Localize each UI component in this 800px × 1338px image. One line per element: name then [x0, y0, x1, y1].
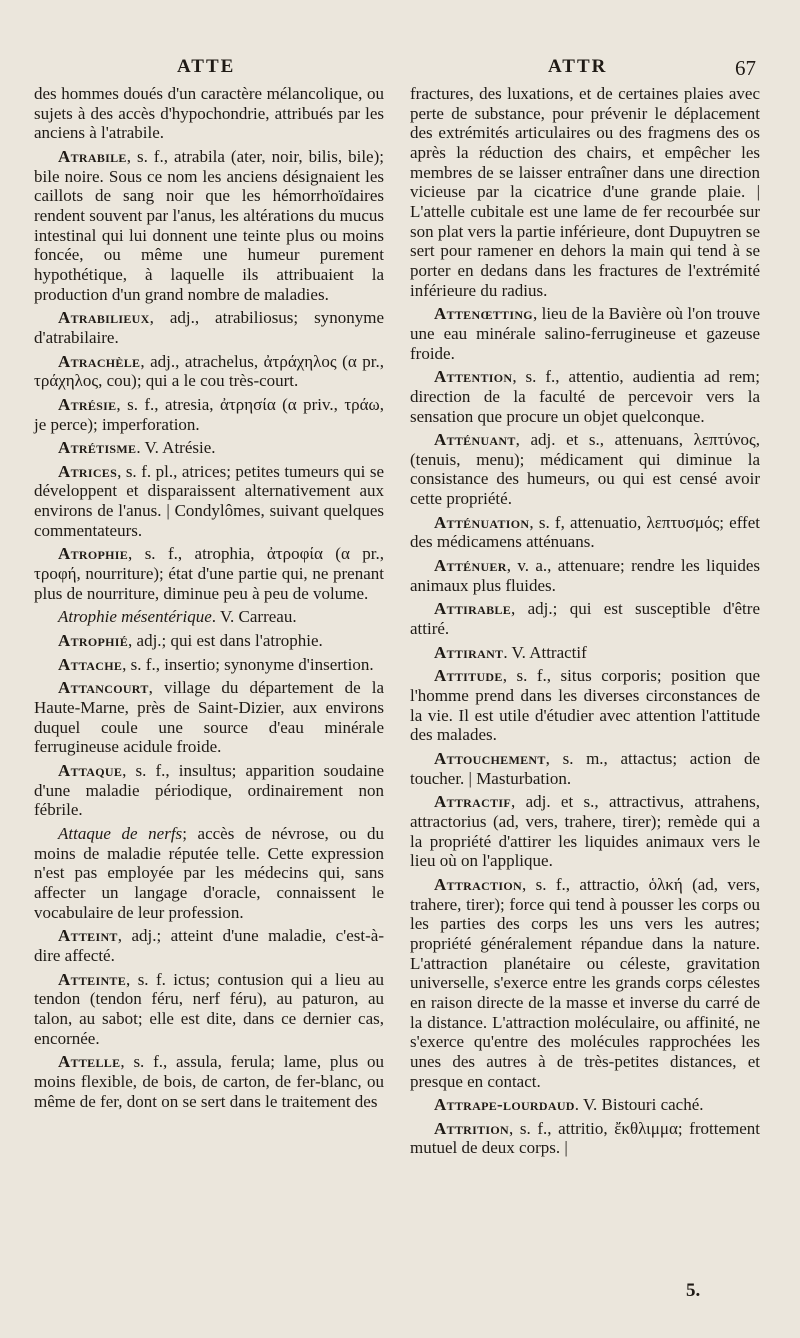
entry-definition: fractures, des luxations, et de certaines plaies avec perte de substance, pour prévenir le déplacement des extrémités articulaires ou des fragmens des os après la réduction des chairs, et empêcher les membres de se laisser entraîner dans une direction vicieuse par la cicatrice d'une grande plaie. | L'attelle cubitale est une lame de fer recourbée sur son plat vers la partie inférieure, dont Dupuytren se sert pour ramener en dehors la main qui tend à se porter en dedans dans les fractures de l'extrémité inférieure du radius. [410, 84, 760, 300]
dictionary-entry [410, 1119, 760, 1158]
entry-headword: Atrophie [58, 544, 129, 564]
dictionary-entry [410, 367, 760, 426]
entry-headword: Atrésie [58, 394, 117, 414]
entry-definition: , s. f., atrabila (ater, noir, bilis, bile); bile noire. Sous ce nom les anciens désignaient les caillots de sang noir que les hémorrhoïdaires rendent souvent par l'anus, les altérations du mucus intestinal qui lui donnent une teinte plus ou moins foncée, ou même une humeur purement hypothétique, à laquelle ils attribuaient la production d'un grand nombre de maladies. [34, 146, 384, 304]
entry-headword: Atrophié [58, 631, 129, 651]
entry-definition: , adj.; qui est dans l'atrophie. [128, 631, 323, 651]
dictionary-entry [410, 556, 760, 595]
entry-headword: Attention [434, 367, 513, 387]
entry-headword: Attrition [434, 1118, 509, 1138]
entry-definition: , s. f., atrophia, ἀτροφία (α pr., τροφή, nourriture); état d'une partie qui, ne prenant plus de nourriture, diminue peu à peu de volume. [34, 544, 384, 603]
dictionary-entry [410, 304, 760, 363]
entry-definition: , s. f., attractio, ὁλκή (ad, vers, trahere, tirer); force qui tend à pousser les corps ou les parties des corps les uns vers les autres; propriété généralement répandue dans la nature. L'attraction planétaire ou céleste, gravitation universelle, s'exerce entre les grands corps célestes en raison directe de la masse et inverse du carré de la distance. L'attraction moléculaire, ou affinité, ne s'exerce qu'entre des molécules rapprochées les unes des autres à de très-petites distances, et presque en contact. [410, 874, 760, 1091]
dictionary-entry [34, 631, 384, 651]
running-head-right: ATTR [548, 56, 608, 77]
entry-definition: , s. f. ictus; contusion qui a lieu au tendon (tendon féru, nerf féru), au paturon, au talon, au sabot; elle est dite, dans ce dernier cas, encornée. [34, 969, 384, 1048]
dictionary-entry [34, 308, 384, 347]
entry-definition: . V. Carreau. [211, 607, 297, 627]
entry-phrase: Attaque de nerfs [58, 823, 183, 843]
dictionary-entry [34, 438, 384, 458]
dictionary-entry [410, 84, 760, 300]
entry-definition: , s. f., assula, ferula; lame, plus ou moins flexible, de bois, de carton, de fer-blanc, ou même de fer, dont on se sert dans le traitement des [34, 1052, 384, 1111]
entry-headword: Attirant [434, 642, 504, 662]
entry-definition: . V. Bistouri caché. [574, 1095, 704, 1115]
dictionary-entry [34, 607, 384, 627]
entry-headword: Attouchement [434, 749, 546, 768]
entry-definition: , s. f., attritio, ἔκθλιμμα; frottement mutuel de deux corps. | [410, 1118, 760, 1158]
dictionary-entry [34, 352, 384, 391]
page-number: 67 [735, 56, 756, 80]
dictionary-entry [34, 544, 384, 603]
entry-definition: , village du département de la Haute-Marne, près de Saint-Dizier, aux environs duquel coule une source d'eau minérale ferrugineuse acidule froide. [34, 678, 384, 757]
dictionary-entry [34, 970, 384, 1049]
dictionary-entry [34, 84, 384, 143]
running-head-left: ATTE [177, 56, 236, 77]
entry-definition: , adj. et s., attractivus, attrahens, attractorius (ad, vers, trahere, tirer); remède qui a la propriété d'attirer les liquides animaux vers le lieu où on l'applique. [410, 792, 760, 871]
entry-headword: Attirable [434, 599, 511, 619]
entry-definition: , adj., atrabiliosus; synonyme d'atrabilaire. [34, 308, 384, 347]
dictionary-entry [34, 147, 384, 304]
right-column [410, 84, 760, 1162]
entry-definition: , s. f., insultus; apparition soudaine d'une maladie périodique, ordinairement non fébrile. [34, 761, 384, 820]
entry-headword: Attaque [58, 761, 123, 780]
entry-headword: Atténuant [434, 430, 516, 450]
entry-definition: , adj. et s., attenuans, λεπτύνος, (tenuis, menu); médicament qui diminue la consistance des humeurs, ou qui est censé avoir cette propriété. [410, 430, 760, 509]
entry-headword: Attancourt [58, 678, 149, 698]
entry-headword: Atrétisme [58, 438, 137, 458]
entry-headword: Atrabilieux [58, 308, 150, 328]
dictionary-entry [34, 655, 384, 675]
entry-headword: Atténuation [434, 512, 530, 532]
entry-headword: Attenœtting [434, 304, 533, 324]
entry-headword: Atrices [58, 461, 118, 481]
entry-headword: Atteint [58, 926, 118, 946]
entry-headword: Attache [58, 654, 123, 674]
entry-definition: des hommes doués d'un caractère mélancolique, ou sujets à des accès d'hypochondrie, attribués par les anciens à l'atrabile. [34, 84, 384, 143]
entry-definition: , s. f, attenuatio, λεπτυσμός; effet des médicamens atténuans. [410, 512, 760, 552]
dictionary-entry [34, 1052, 384, 1111]
entry-definition: , adj.; atteint d'une maladie, c'est-à-dire affecté. [34, 926, 384, 965]
dictionary-entry [410, 1095, 760, 1115]
entry-headword: Attrape-lourdaud [434, 1095, 575, 1115]
entry-headword: Attitude [434, 666, 503, 686]
entry-headword: Atrabile [58, 146, 127, 166]
dictionary-entry [410, 666, 760, 745]
entry-headword: Atténuer [434, 556, 507, 576]
signature-mark: 5. [686, 1280, 701, 1301]
entry-definition: , s. f., insertio; synonyme d'insertion. [122, 654, 374, 674]
entry-definition: . V. Attractif [503, 642, 587, 662]
dictionary-entry [410, 513, 760, 552]
entry-headword: Attelle [58, 1052, 121, 1072]
entry-headword: Attraction [434, 874, 522, 894]
entry-definition: , s. f., attentio, audientia ad rem; direction de la faculté de percevoir vers la sensation que procure un objet quelconque. [410, 367, 760, 426]
entry-definition: , adj.; qui est susceptible d'être attiré. [410, 599, 760, 639]
dictionary-entry [410, 749, 760, 788]
entry-headword: Attractif [434, 792, 511, 812]
dictionary-entry [34, 761, 384, 820]
dictionary-entry [34, 678, 384, 757]
entry-headword: Atrachèle [58, 351, 141, 371]
entry-definition: . V. Atrésie. [136, 438, 216, 458]
dictionary-entry [410, 430, 760, 509]
entry-definition: , s. f., situs corporis; position que l'homme prend dans les diverses circonstances de la vie. Il est utile d'étudier avec attention l'attitude des malades. [410, 666, 760, 745]
dictionary-entry [410, 792, 760, 871]
dictionary-entry [410, 599, 760, 638]
dictionary-entry [410, 875, 760, 1091]
entry-phrase: Atrophie mésentérique [58, 607, 212, 627]
entry-definition: , lieu de la Bavière où l'on trouve une eau minérale salino-ferrugineuse et gazeuse froide. [410, 304, 760, 363]
entry-definition: , s. f., atresia, ἀτρησία (α priv., τράω, je perce); imperforation. [34, 394, 384, 434]
entry-definition: , s. m., attactus; action de toucher. | Masturbation. [410, 749, 760, 788]
entry-definition: ; accès de névrose, ou du moins de maladie réputée telle. Cette expression n'est pas employée par les médecins qui, sans affecter un langage d'oracle, connaissent le vocabulaire de leur profession. [34, 823, 385, 922]
left-column [34, 84, 384, 1115]
entry-definition: , v. a., attenuare; rendre les liquides animaux plus fluides. [410, 556, 760, 595]
dictionary-entry [34, 926, 384, 965]
dictionary-entry [410, 643, 760, 663]
dictionary-entry [34, 462, 384, 541]
dictionary-entry [34, 824, 384, 922]
dictionary-entry [34, 395, 384, 434]
entry-headword: Atteinte [58, 969, 127, 989]
entry-definition: , s. f. pl., atrices; petites tumeurs qui se développent et disparaissent alternativement aux environs de l'anus. | Condylômes, suivant quelques commentateurs. [34, 461, 384, 540]
entry-definition: , adj., atrachelus, ἀτράχηλος (α pr., τράχηλος, cou); qui a le cou très-court. [34, 351, 384, 391]
